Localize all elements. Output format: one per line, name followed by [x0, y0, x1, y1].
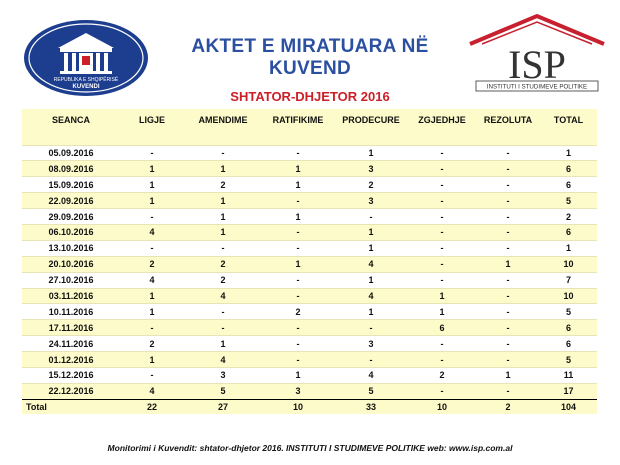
- table-cell: 1: [262, 256, 334, 272]
- table-cell: 2: [408, 367, 476, 383]
- table-footer: [22, 399, 597, 414]
- table-cell: -: [408, 272, 476, 288]
- table-cell: 1: [476, 367, 540, 383]
- table-cell: 5: [334, 383, 408, 399]
- table-cell: 10: [540, 288, 597, 304]
- table-cell: 1: [540, 145, 597, 161]
- isp-logo: [462, 12, 612, 100]
- session-date-cell: 22.09.2016: [22, 193, 120, 209]
- table-cell: -: [408, 209, 476, 225]
- total-cell: 33: [334, 399, 408, 414]
- total-cell: 10: [408, 399, 476, 414]
- page-subtitle: SHTATOR-DHJETOR 2016: [230, 89, 390, 104]
- total-cell: 104: [540, 399, 597, 414]
- table-cell: 1: [120, 352, 184, 368]
- table-cell: -: [476, 304, 540, 320]
- table-cell: 3: [262, 383, 334, 399]
- session-date-cell: 22.12.2016: [22, 383, 120, 399]
- table-cell: 2: [262, 304, 334, 320]
- table-cell: 1: [120, 288, 184, 304]
- table-cell: -: [476, 272, 540, 288]
- table-row: [22, 161, 597, 177]
- table-cell: -: [120, 320, 184, 336]
- table-cell: -: [476, 288, 540, 304]
- column-header: PRODECURE: [342, 115, 400, 125]
- table-cell: 2: [540, 209, 597, 225]
- table-cell: -: [262, 320, 334, 336]
- table-cell: 4: [334, 367, 408, 383]
- table-cell: 1: [120, 304, 184, 320]
- table-cell: 1: [540, 240, 597, 256]
- table-cell: 2: [184, 177, 262, 193]
- table-cell: -: [476, 240, 540, 256]
- column-header: AMENDIME: [198, 115, 248, 125]
- session-date-cell: 15.12.2016: [22, 367, 120, 383]
- kuvendi-logo-line2: KUVENDI: [72, 84, 100, 90]
- table-cell: -: [120, 145, 184, 161]
- table-row: [22, 367, 597, 383]
- table-cell: -: [476, 224, 540, 240]
- session-date-cell: 27.10.2016: [22, 272, 120, 288]
- session-date-cell: 29.09.2016: [22, 209, 120, 225]
- table-cell: 17: [540, 383, 597, 399]
- session-date-cell: 01.12.2016: [22, 352, 120, 368]
- table-cell: -: [408, 352, 476, 368]
- session-date-cell: 17.11.2016: [22, 320, 120, 336]
- table-cell: -: [262, 224, 334, 240]
- table-cell: 4: [334, 256, 408, 272]
- table-cell: 1: [184, 193, 262, 209]
- table-cell: -: [408, 177, 476, 193]
- table-cell: 6: [540, 161, 597, 177]
- table-cell: 1: [120, 161, 184, 177]
- parliament-emblem-icon: [22, 18, 150, 98]
- table-cell: 6: [540, 320, 597, 336]
- table-cell: 1: [408, 304, 476, 320]
- column-header: LIGJE: [138, 115, 165, 125]
- table-cell: -: [408, 383, 476, 399]
- isp-roof-icon: [462, 12, 612, 100]
- table-cell: 1: [262, 209, 334, 225]
- page-title: AKTET E MIRATUARA NË KUVEND: [191, 36, 429, 79]
- table-cell: 5: [540, 193, 597, 209]
- acts-table: [22, 109, 597, 414]
- table-cell: 3: [334, 193, 408, 209]
- table-row: [22, 177, 597, 193]
- table-cell: 1: [334, 145, 408, 161]
- table-row: [22, 209, 597, 225]
- table-cell: -: [334, 352, 408, 368]
- title-block: [150, 36, 470, 104]
- column-header: SEANCA: [51, 115, 90, 125]
- table-cell: -: [408, 224, 476, 240]
- table-cell: -: [476, 320, 540, 336]
- table-cell: 1: [334, 240, 408, 256]
- table-row: [22, 224, 597, 240]
- table-cell: -: [476, 177, 540, 193]
- table-cell: -: [476, 336, 540, 352]
- table-cell: 2: [184, 256, 262, 272]
- table-row: [22, 352, 597, 368]
- total-cell: Total: [22, 399, 120, 414]
- table-row: [22, 336, 597, 352]
- table-cell: 4: [184, 352, 262, 368]
- column-header: ZGJEDHJE: [418, 115, 466, 125]
- session-date-cell: 13.10.2016: [22, 240, 120, 256]
- kuvendi-logo-line1: REPUBLIKA E SHQIPËRISË: [53, 77, 119, 83]
- table-cell: 6: [540, 224, 597, 240]
- table-header-row: [22, 109, 597, 145]
- header: [0, 0, 620, 105]
- session-date-cell: 05.09.2016: [22, 145, 120, 161]
- table-cell: -: [184, 145, 262, 161]
- table-cell: 4: [120, 224, 184, 240]
- table-cell: 2: [120, 336, 184, 352]
- table-row: [22, 304, 597, 320]
- table-cell: 4: [120, 383, 184, 399]
- table-cell: 1: [184, 336, 262, 352]
- table-row: [22, 240, 597, 256]
- table-cell: -: [408, 336, 476, 352]
- source-footer: Monitorimi i Kuvendit: shtator-dhjetor 2016. INSTITUTI I STUDIMEVE POLITIKE web: www.isp.com.al: [107, 443, 513, 453]
- table-cell: -: [120, 240, 184, 256]
- table-cell: 1: [262, 367, 334, 383]
- table-cell: -: [408, 161, 476, 177]
- table-cell: -: [120, 367, 184, 383]
- table-cell: 1: [334, 272, 408, 288]
- table-cell: -: [262, 193, 334, 209]
- table-cell: 1: [262, 177, 334, 193]
- session-date-cell: 03.11.2016: [22, 288, 120, 304]
- table-cell: -: [476, 161, 540, 177]
- table-cell: -: [262, 288, 334, 304]
- table-cell: 1: [408, 288, 476, 304]
- table-cell: -: [262, 352, 334, 368]
- table-cell: -: [476, 209, 540, 225]
- table-cell: 1: [184, 209, 262, 225]
- isp-logo-letters: ISP: [508, 42, 566, 87]
- table-row: [22, 193, 597, 209]
- table-cell: -: [408, 240, 476, 256]
- session-date-cell: 20.10.2016: [22, 256, 120, 272]
- table-cell: 3: [334, 161, 408, 177]
- table-cell: 6: [540, 177, 597, 193]
- table-cell: 1: [334, 304, 408, 320]
- table-cell: 2: [334, 177, 408, 193]
- total-row: [22, 399, 597, 414]
- table-cell: 1: [262, 161, 334, 177]
- session-date-cell: 24.11.2016: [22, 336, 120, 352]
- column-header: RATIFIKIME: [272, 115, 324, 125]
- column-header: TOTAL: [553, 115, 584, 125]
- table-cell: 3: [334, 336, 408, 352]
- total-cell: 10: [262, 399, 334, 414]
- table-cell: 10: [540, 256, 597, 272]
- table-cell: -: [120, 209, 184, 225]
- table-row: [22, 272, 597, 288]
- table-cell: -: [334, 209, 408, 225]
- table-row: [22, 145, 597, 161]
- table-cell: 1: [120, 193, 184, 209]
- table-cell: -: [184, 320, 262, 336]
- table-cell: 3: [184, 367, 262, 383]
- table-cell: 2: [120, 256, 184, 272]
- table-cell: 6: [408, 320, 476, 336]
- table-body: [22, 145, 597, 399]
- session-date-cell: 08.09.2016: [22, 161, 120, 177]
- table-cell: 1: [120, 177, 184, 193]
- session-date-cell: 10.11.2016: [22, 304, 120, 320]
- table-cell: 1: [184, 224, 262, 240]
- total-cell: 22: [120, 399, 184, 414]
- table-row: [22, 320, 597, 336]
- table-cell: -: [476, 383, 540, 399]
- table-cell: -: [262, 145, 334, 161]
- table-cell: -: [334, 320, 408, 336]
- table-cell: -: [476, 352, 540, 368]
- table-cell: -: [184, 304, 262, 320]
- table-cell: 5: [540, 352, 597, 368]
- table-cell: 4: [334, 288, 408, 304]
- table-cell: -: [408, 256, 476, 272]
- table-cell: -: [476, 193, 540, 209]
- table-cell: -: [262, 240, 334, 256]
- table-cell: -: [262, 336, 334, 352]
- table-cell: 1: [476, 256, 540, 272]
- table-cell: 5: [184, 383, 262, 399]
- total-cell: 27: [184, 399, 262, 414]
- table-row: [22, 288, 597, 304]
- kuvendi-logo: [22, 18, 150, 98]
- table-row: [22, 256, 597, 272]
- table-cell: 4: [184, 288, 262, 304]
- table-cell: -: [408, 193, 476, 209]
- table-cell: 1: [184, 161, 262, 177]
- session-date-cell: 15.09.2016: [22, 177, 120, 193]
- table-cell: 1: [334, 224, 408, 240]
- table-cell: 4: [120, 272, 184, 288]
- table-header: [22, 109, 597, 145]
- table-cell: -: [184, 240, 262, 256]
- table-cell: 11: [540, 367, 597, 383]
- table-cell: 5: [540, 304, 597, 320]
- table-cell: 7: [540, 272, 597, 288]
- table-cell: 6: [540, 336, 597, 352]
- total-cell: 2: [476, 399, 540, 414]
- table-cell: -: [408, 145, 476, 161]
- table-row: [22, 383, 597, 399]
- table-cell: -: [262, 272, 334, 288]
- isp-logo-caption: INSTITUTI I STUDIMEVE POLITIKE: [486, 83, 588, 91]
- table-cell: 2: [184, 272, 262, 288]
- column-header: REZOLUTA: [483, 115, 533, 125]
- table-cell: -: [476, 145, 540, 161]
- session-date-cell: 06.10.2016: [22, 224, 120, 240]
